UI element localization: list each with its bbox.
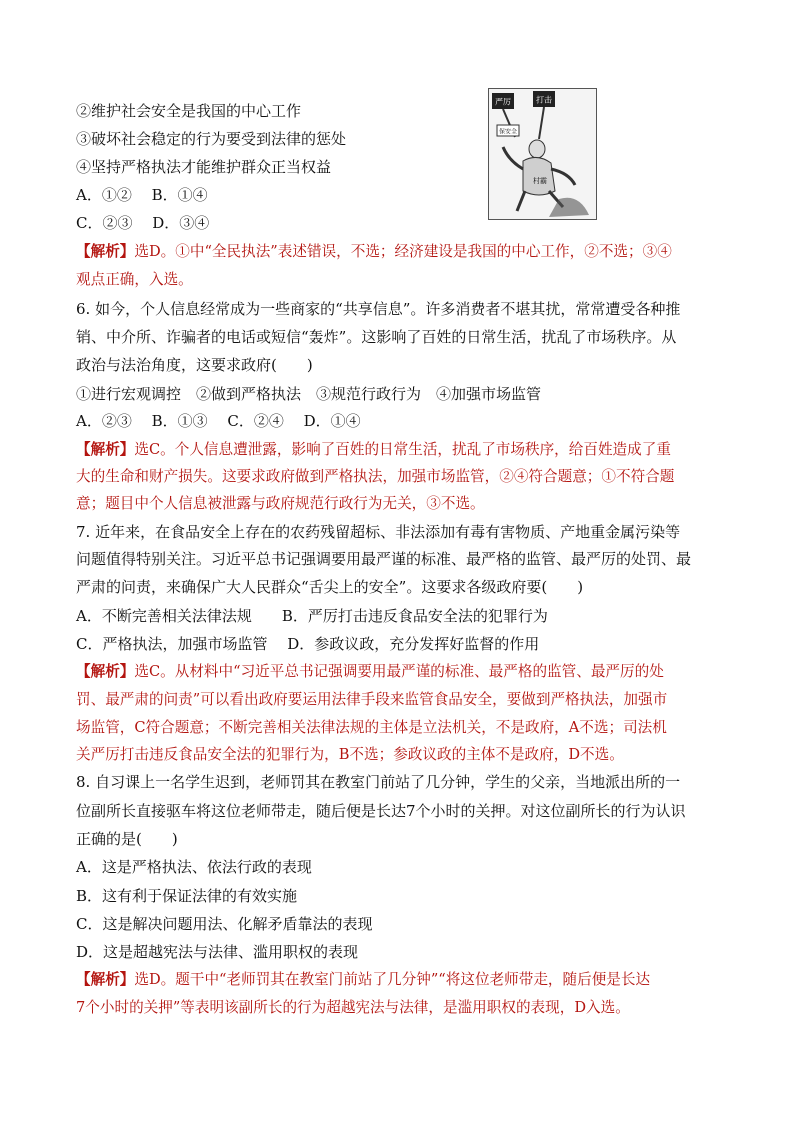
q5-choices-row2: C．②③ D．③④ xyxy=(76,214,210,232)
q5-analysis-line1: 【解析】选D。①中“全民执法”表述错误，不选；经济建设是我国的中心工作，②不选；③④ xyxy=(76,243,672,260)
q8-stem-line1: 8. 自习课上一名学生迟到，老师罚其在教室门前站了几分钟，学生的父亲，当地派出所的一 xyxy=(76,773,681,791)
box-label: 保安全 xyxy=(498,128,518,136)
law-enforcement-cartoon xyxy=(488,88,597,220)
analysis-label: 【解析】 xyxy=(76,971,135,988)
q6-analysis-line1: 【解析】选C。个人信息遭泄露，影响了百姓的日常生活，扰乱了市场秩序，给百姓造成了重 xyxy=(76,441,671,458)
q8-stem-line2: 位副所长直接驱车将这位老师带走，随后便是长达7个小时的关押。对这位副所长的行为认识 xyxy=(76,802,686,820)
q6-analysis-line2: 大的生命和财产损失。这要求政府做到严格执法，加强市场监管，②④符合题意；①不符合题 xyxy=(76,468,675,485)
q7-choices-row1: A．不断完善相关法律法规 B．严厉打击违反食品安全法的犯罪行为 xyxy=(76,607,548,625)
q6-stem-line1: 6. 如今，个人信息经常成为一些商家的“共享信息”。许多消费者不堪其扰，常常遭受各种推 xyxy=(76,300,681,318)
q5-option-3: ③破坏社会稳定的行为要受到法律的惩处 xyxy=(76,130,347,148)
q6-stem-line2: 销、中介所、诈骗者的电话或短信“轰炸”。这影响了百姓的日常生活，扰乱了市场秩序。从 xyxy=(76,328,677,346)
q6-analysis-line3: 意；题目中个人信息被泄露与政府规范行政行为无关，③不选。 xyxy=(76,495,485,512)
q5-analysis-line2: 观点正确，入选。 xyxy=(76,271,193,288)
q7-stem-line3: 严肃的问责，来确保广大人民群众“舌尖上的安全”。这要求各级政府要( ) xyxy=(76,578,584,596)
q7-analysis-line1: 【解析】选C。从材料中“习近平总书记强调要用最严谨的标准、最严格的监管、最严厉的处 xyxy=(76,663,664,680)
q8-choice-a: A．这是严格执法、依法行政的表现 xyxy=(76,858,312,876)
sign-left-text: 严厉 xyxy=(495,97,511,107)
q7-analysis-line2: 罚、最严肃的问责”可以看出政府要运用法律手段来监管食品安全，要做到严格执法，加强市 xyxy=(76,691,668,708)
q8-analysis-line1: 【解析】选D。题干中“老师罚其在教室门前站了几分钟”“将这位老师带走，随后便是长达 xyxy=(76,971,651,988)
q7-choices-row2: C．严格执法，加强市场监管 D．参政议政，充分发挥好监督的作用 xyxy=(76,635,540,653)
q6-stem-line3: 政治与法治角度，这要求政府( ) xyxy=(76,356,313,374)
q7-stem-line1: 7. 近年来，在食品安全上存在的农药残留超标、非法添加有毒有害物质、产地重金属污染等 xyxy=(76,523,681,541)
q7-stem-line2: 问题值得特别关注。习近平总书记强调要用最严谨的标准、最严格的监管、最严厉的处罚、最 xyxy=(76,550,692,568)
analysis-label: 【解析】 xyxy=(76,663,135,680)
sign-right-text: 打击 xyxy=(536,95,552,105)
analysis-label: 【解析】 xyxy=(76,243,135,260)
q6-options: ①进行宏观调控 ②做到严格执法 ③规范行政行为 ④加强市场监管 xyxy=(76,385,542,403)
q5-option-2: ②维护社会安全是我国的中心工作 xyxy=(76,102,302,120)
q5-option-4: ④坚持严格执法才能维护群众正当权益 xyxy=(76,158,332,176)
analysis-label: 【解析】 xyxy=(76,441,135,458)
q8-stem-line3: 正确的是( ) xyxy=(76,830,178,848)
q8-choice-c: C．这是解决问题用法、化解矛盾靠法的表现 xyxy=(76,915,373,933)
q8-choice-d: D．这是超越宪法与法律、滥用职权的表现 xyxy=(76,943,359,961)
q8-analysis-line2: 7个小时的关押”等表明该副所长的行为超越宪法与法律，是滥用职权的表现，D入选。 xyxy=(76,999,630,1016)
q6-choices: A．②③ B．①③ C．②④ D．①④ xyxy=(76,412,361,430)
figure-label: 村霸 xyxy=(533,177,547,185)
q7-analysis-line4: 关严厉打击违反食品安全法的犯罪行为，B不选；参政议政的主体不是政府，D不选。 xyxy=(76,746,624,763)
q5-choices-row1: A．①② B．①④ xyxy=(76,186,208,204)
q7-analysis-line3: 场监管，C符合题意；不断完善相关法律法规的主体是立法机关，不是政府，A不选；司法机 xyxy=(76,719,667,736)
cartoon-drawing xyxy=(489,89,596,219)
q8-choice-b: B．这有利于保证法律的有效实施 xyxy=(76,887,298,905)
